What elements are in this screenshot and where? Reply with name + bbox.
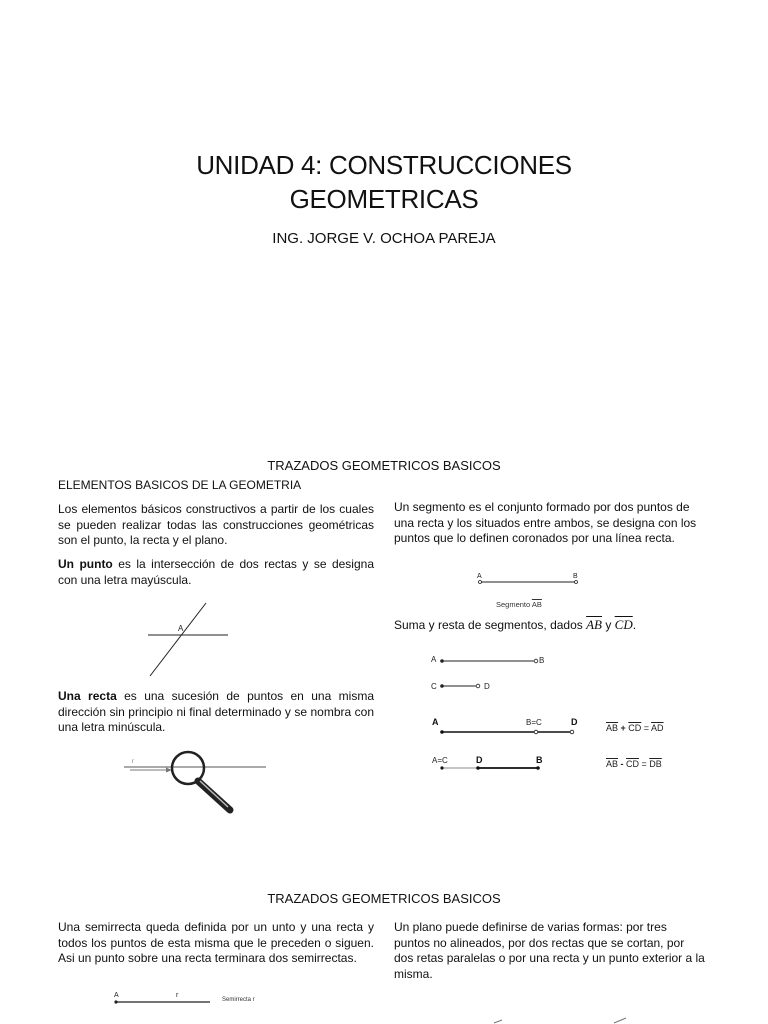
difference-equation — [606, 759, 662, 769]
line-magnifier-figure — [120, 748, 270, 820]
sum-row2-label-c: C — [431, 682, 437, 691]
title-line-1: UNIDAD 4: CONSTRUCCIONES — [196, 150, 572, 180]
author: ING. JORGE V. OCHOA PAREJA — [272, 230, 496, 247]
eq2-term1: $\overline{AB}$ — [606, 759, 619, 769]
sum-row3-point-bc — [534, 730, 538, 734]
point-figure-oblique-line — [150, 603, 206, 676]
eq1-result: $\overline{AD}$ — [651, 723, 664, 733]
sum-row1-label-b: B — [539, 656, 545, 665]
segment-point-b — [575, 581, 578, 584]
sum-seg1: $\overline{AB}$ — [586, 617, 602, 632]
sum-paragraph — [394, 617, 704, 634]
eq2-operator: - — [618, 759, 627, 769]
line-term: Una recta — [58, 689, 117, 703]
eq1-operator: + — [618, 723, 629, 733]
eq2-equals: = — [639, 759, 650, 769]
sum-and: y — [602, 618, 615, 632]
sum-row1-label-a: A — [431, 655, 437, 664]
segment-point-a — [479, 581, 482, 584]
point-text: es la intersección de dos rectas y se designa con una letra mayúscula. — [58, 557, 374, 587]
sum-row4-point-b — [536, 766, 540, 770]
ray-caption: Semirrecta r — [222, 997, 255, 1003]
sum-equation — [606, 723, 664, 733]
sum-row2-label-d: D — [484, 682, 490, 691]
section-heading: TRAZADOS GEOMETRICOS BASICOS — [267, 458, 501, 473]
ray-label-a: A — [114, 992, 119, 999]
sum-row2-point-c — [440, 684, 444, 688]
sum-row4-point-d — [476, 766, 480, 770]
line-paragraph — [58, 689, 374, 736]
eq1-term2: $\overline{CD}$ — [628, 723, 642, 733]
plane-figure-stroke-1 — [494, 1020, 502, 1023]
sum-row4-label-ac: A=C — [432, 756, 448, 765]
title-line-2: GEOMETRICAS — [289, 184, 479, 214]
sum-row4-point-ac — [440, 766, 443, 769]
sum-row1-point-a — [440, 659, 444, 663]
plane-paragraph: Un plano puede definirse de varias formas: por tres puntos no alineados, por dos rectas que se cortan, por dos retas paralelas o por una recta y un punto exterior a la misma. — [394, 920, 705, 981]
point-figure — [140, 600, 235, 680]
ray-paragraph: Una semirrecta queda definida por un unto y una recta y todos los puntos de esta misma que le preceden o siguen. Asi un punto sobre una recta terminara dos semirrectas. — [58, 920, 374, 965]
point-term: Un punto — [58, 557, 113, 571]
line-text: es una sucesión de puntos en una misma dirección sin principio ni final determinado y se nombra con una letra minúscula. — [58, 689, 374, 734]
sum-seg2: $\overline{CD}$ — [614, 617, 633, 632]
segment-label-b: B — [573, 573, 578, 580]
magnifier-handle-icon — [198, 781, 230, 810]
sum-text-prefix: Suma y resta de segmentos, dados — [394, 618, 587, 632]
segment-paragraph: Un segmento es el conjunto formado por dos puntos de una recta y los situados entre ambos, se designa con los puntos que lo definen coronados por una línea recta. — [394, 500, 697, 545]
segment-label-a: A — [477, 573, 482, 580]
sum-row3-point-d — [570, 730, 574, 734]
eq1-term1: $\overline{AB}$ — [606, 723, 619, 733]
sum-row4-label-d: D — [476, 755, 483, 765]
sum-row4-label-b: B — [536, 755, 543, 765]
point-figure-label: A — [178, 624, 184, 633]
magnifier-handle-shine — [200, 781, 228, 807]
sum-subtraction-figure — [428, 650, 688, 775]
line-figure-label: r — [132, 759, 134, 765]
sum-row2-point-d — [476, 684, 480, 688]
subheading: ELEMENTOS BASICOS DE LA GEOMETRIA — [58, 478, 302, 492]
sum-row3-label-bc: B=C — [526, 718, 542, 727]
segment-caption — [496, 600, 542, 609]
sum-row3-label-a: A — [432, 717, 439, 727]
sum-row3-point-a — [440, 730, 444, 734]
ray-label-r: r — [176, 992, 179, 999]
plane-figure-stroke-2 — [614, 1018, 626, 1023]
document-title — [0, 148, 768, 216]
sum-row1-point-b — [534, 659, 538, 663]
eq2-result: $\overline{DB}$ — [649, 759, 662, 769]
plane-figure-fragment — [490, 1014, 640, 1024]
segment-caption-prefix: Segmento — [496, 600, 532, 609]
segment-caption-name: $\overline{AB}$ — [531, 600, 542, 609]
sum-end: . — [632, 618, 637, 632]
sum-row3-label-d: D — [571, 717, 578, 727]
ray-origin-point — [114, 1000, 117, 1003]
intro-paragraph: Los elementos básicos constructivos a partir de los cuales se pueden realizar todas las construcciones geométricas son el punto, la recta y el plano. — [58, 502, 374, 547]
eq1-equals: = — [641, 723, 652, 733]
ray-figure — [110, 988, 310, 1018]
eq2-term2: $\overline{CD}$ — [626, 759, 640, 769]
section-heading-2: TRAZADOS GEOMETRICOS BASICOS — [267, 891, 501, 906]
point-paragraph — [58, 557, 374, 588]
